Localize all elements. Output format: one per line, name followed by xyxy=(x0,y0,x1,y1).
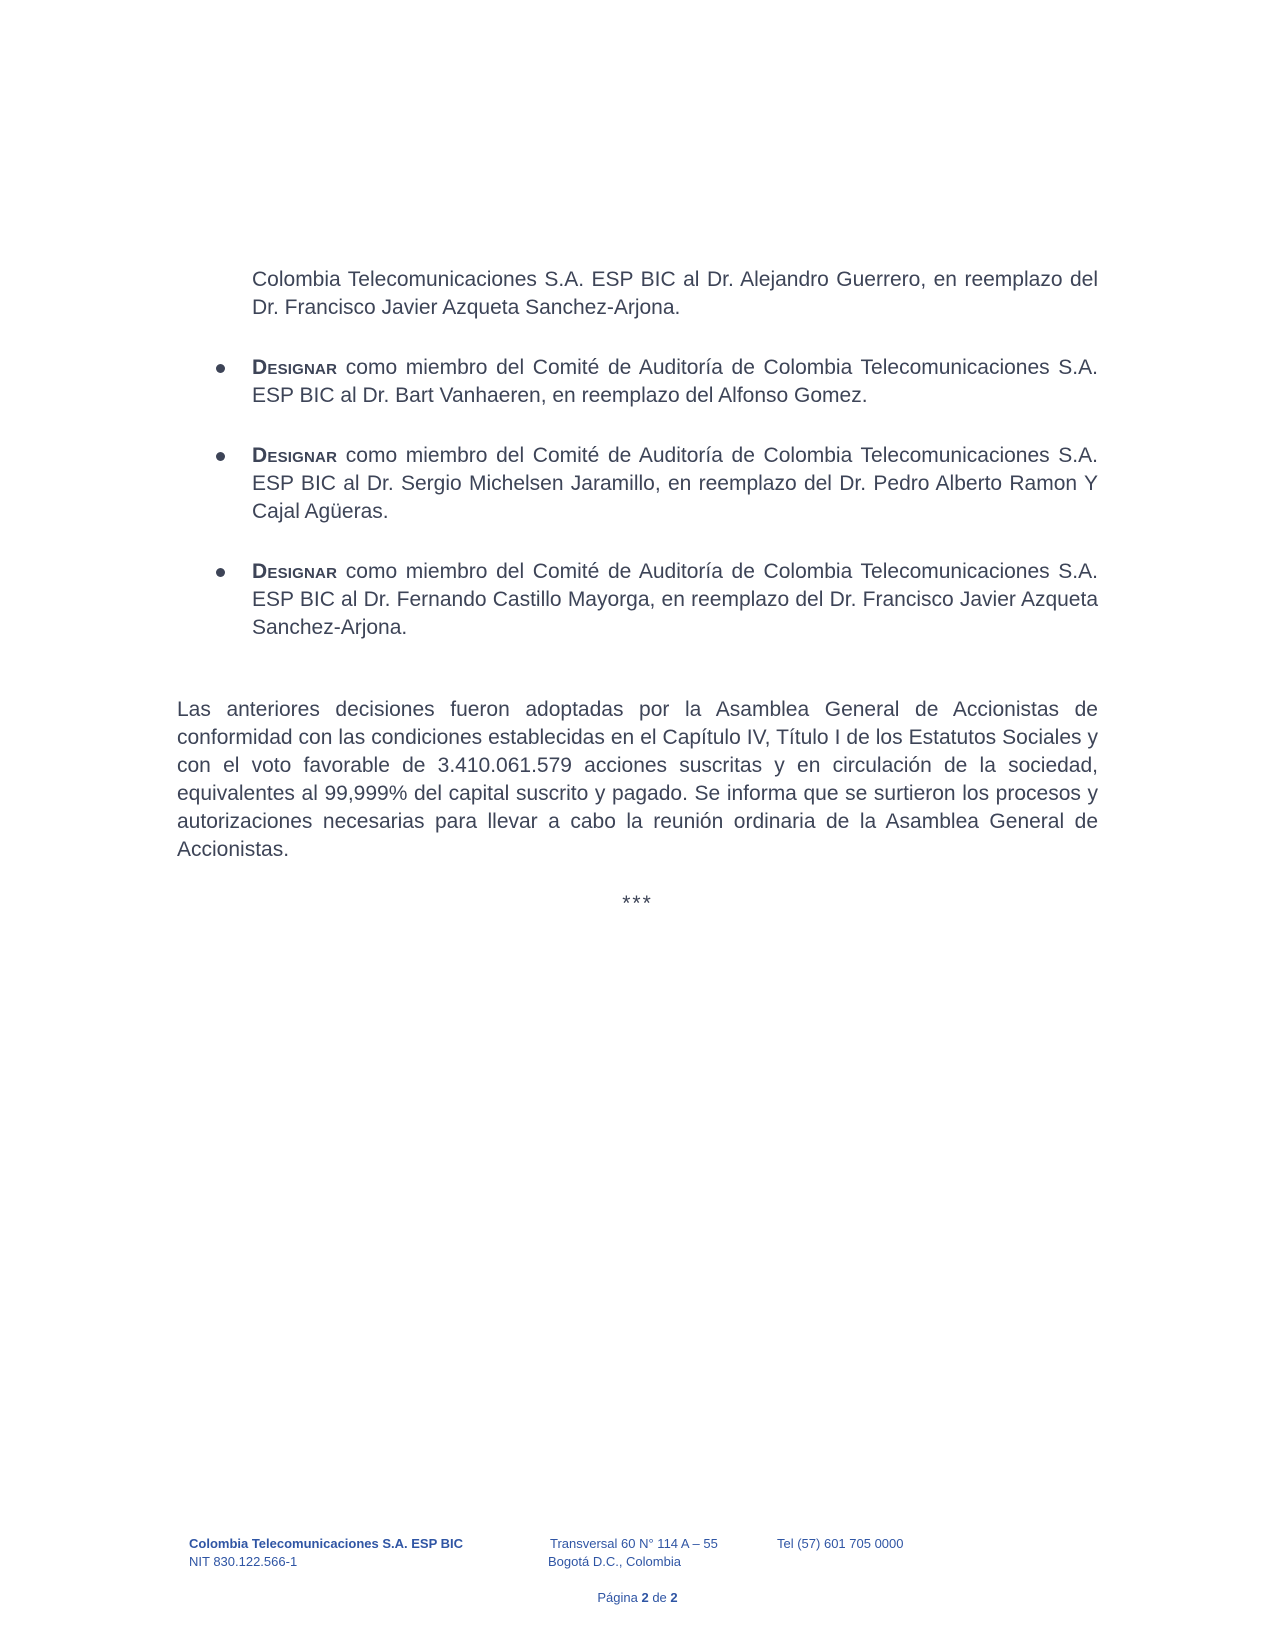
designation-keyword: Designar xyxy=(252,356,338,379)
footer-company: Colombia Telecomunicaciones S.A. ESP BIC xyxy=(189,1536,464,1551)
designation-keyword: Designar xyxy=(252,560,338,583)
page-total: 2 xyxy=(670,1590,678,1605)
designation-keyword: Designar xyxy=(252,444,338,467)
designation-text: como miembro del Comité de Auditoría de Colombia Telecomunicaciones S.A. ESP BIC al Dr. Fernando Castillo Mayorga, en reemplazo del Dr. Francisco Javier Azqueta Sanchez-Arjona. xyxy=(252,560,1098,639)
bullet-icon xyxy=(216,364,225,373)
decision-paragraph: Las anteriores decisiones fueron adoptadas por la Asamblea General de Accionistas de conformidad con las condiciones establecidas en el Capítulo IV, Título I de los Estatutos Sociales y con el voto favorable de 3.410.061.579 acciones suscritas y en circulación de la sociedad, equivalentes al 99,999% del capital suscrito y pagado. Se informa que se surtieron los procesos y autorizaciones necesarias para llevar a cabo la reunión ordinaria de la Asamblea General de Accionistas. xyxy=(177,698,1098,861)
footer-nit: NIT 830.122.566-1 xyxy=(189,1554,298,1569)
continuation-paragraph: Colombia Telecomunicaciones S.A. ESP BIC al Dr. Alejandro Guerrero, en reemplazo del Dr. Francisco Javier Azqueta Sanchez-Arjona. xyxy=(252,268,1098,319)
designation-text: como miembro del Comité de Auditoría de Colombia Telecomunicaciones S.A. ESP BIC al Dr. Bart Vanhaeren, en reemplazo del Alfonso Gomez. xyxy=(252,356,1098,407)
designation-list xyxy=(176,354,1098,674)
footer-address-line2: Bogotá D.C., Colombia xyxy=(548,1554,681,1569)
page-of: de xyxy=(652,1590,667,1605)
bullet-icon xyxy=(216,452,225,461)
list-item xyxy=(176,442,1098,526)
page-label: Página xyxy=(597,1590,638,1605)
footer-address-line1: Transversal 60 N° 114 A – 55 xyxy=(550,1536,718,1551)
list-item xyxy=(176,354,1098,410)
section-separator: *** xyxy=(622,892,653,915)
page-number xyxy=(0,1590,1275,1605)
bullet-icon xyxy=(216,568,225,577)
footer-phone: Tel (57) 601 705 0000 xyxy=(777,1536,904,1551)
list-item xyxy=(176,558,1098,642)
designation-text: como miembro del Comité de Auditoría de Colombia Telecomunicaciones S.A. ESP BIC al Dr. Sergio Michelsen Jaramillo, en reemplazo del Dr. Pedro Alberto Ramon Y Cajal Agüeras. xyxy=(252,444,1098,523)
page-current: 2 xyxy=(641,1590,649,1605)
